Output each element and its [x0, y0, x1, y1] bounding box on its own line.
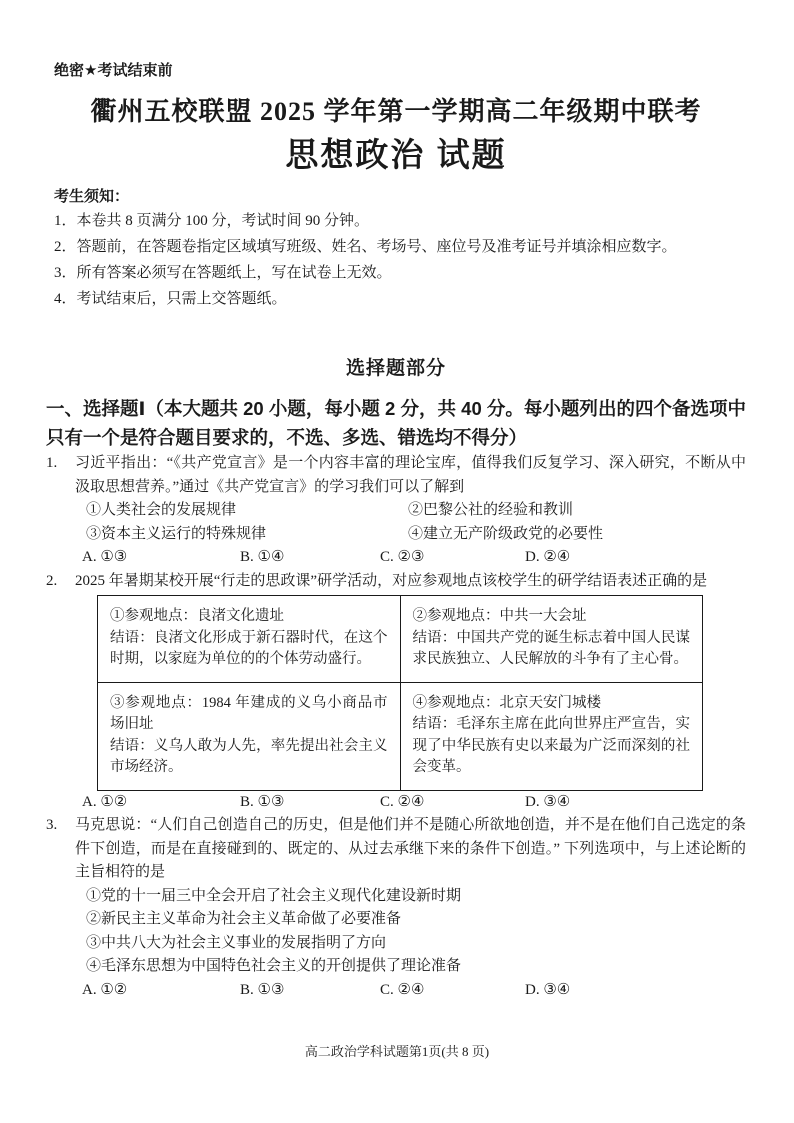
- question-3-choice-b: B. ①③: [240, 981, 285, 998]
- question-3-sub-option-2: ②新民主主义革命为社会主义革命做了必要准备: [86, 911, 402, 927]
- table-cell-1: [98, 596, 401, 683]
- cell-3-location: ③参观地点：1984 年建成的义乌小商品市场旧址: [110, 694, 388, 732]
- question-1-sub-option-2: ②巴黎公社的经验和教训: [408, 502, 574, 518]
- cell-2-location: ②参观地点：中共一大会址: [412, 608, 587, 624]
- question-2-stem: 2025 年暑期某校开展“行走的思政课”研学活动，对应参观地点该校学生的研学结语表述正确的是: [75, 572, 708, 589]
- cell-1-location: ①参观地点：良渚文化遗址: [110, 608, 284, 624]
- exam-title-line1: 衢州五校联盟 2025 学年第一学期高二年级期中联考: [90, 97, 702, 126]
- question-1-sub-options: [75, 499, 746, 546]
- table-row: [98, 596, 703, 683]
- notice-item-2: 2．答题前，在答题卷指定区域填写班级、姓名、考场号、座位号及准考证号并填涂相应数字。: [54, 239, 677, 255]
- table-cell-4: [400, 682, 703, 790]
- question-3-number: 3.: [46, 817, 58, 833]
- question-2-choice-c: C. ②④: [380, 793, 425, 810]
- question-2-choice-a: A. ①②: [82, 793, 128, 810]
- question-1-stem: 习近平指出：“《共产党宣言》是一个内容丰富的理论宝库，值得我们反复学习、深入研究，不断从中汲取思想营养。”通过《共产党宣言》的学习我们可以了解到: [75, 455, 746, 495]
- cell-2-conclusion: 结语：中国共产党的诞生标志着中国人民谋求民族独立、人民解放的斗争有了主心骨。: [412, 629, 690, 667]
- cell-1-conclusion: 结语：良渚文化形成于新石器时代，在这个时期，以家庭为单位的的个体劳动盛行。: [110, 629, 388, 667]
- classified-marking: 绝密★考试结束前: [54, 62, 173, 79]
- notice-item-1: 1．本卷共 8 页满分 100 分，考试时间 90 分钟。: [54, 213, 370, 229]
- question-1-choice-d: D. ②④: [525, 549, 571, 565]
- cell-3-conclusion: 结语：义乌人敢为人先，率先提出社会主义市场经济。: [110, 737, 388, 775]
- question-2: [46, 570, 746, 594]
- question-1-choice-c: C. ②③: [380, 549, 425, 565]
- candidate-notice: [54, 185, 746, 312]
- cell-4-conclusion: 结语：毛泽东主席在此向世界庄严宣告，实现了中华民族有史以来最为广泛而深刻的社会变革。: [412, 716, 690, 775]
- notice-item-3: 3．所有答案必须写在答题纸上，写在试卷上无效。: [54, 265, 392, 281]
- section-part-title: 选择题部分: [345, 358, 446, 379]
- table-row: [98, 682, 703, 790]
- table-cell-3: [98, 682, 401, 790]
- question-2-choices: [75, 791, 746, 815]
- question-1-choice-b: B. ①④: [240, 549, 285, 565]
- question-2-choice-d: D. ③④: [525, 793, 571, 810]
- question-3-sub-option-3: ③中共八大为社会主义事业的发展指明了方向: [86, 934, 387, 951]
- section-instructions: 一、选择题Ⅰ（本大题共 20 小题，每小题 2 分，共 40 分。每小题列出的四个备选项中只有一个是符合题目要求的，不选、多选、错选均不得分）: [46, 398, 746, 448]
- cell-4-location: ④参观地点：北京天安门城楼: [412, 694, 601, 711]
- question-3-choice-c: C. ②④: [380, 981, 425, 998]
- question-2-choices-row: [46, 791, 746, 815]
- table-cell-2: [400, 596, 703, 683]
- question-3-sub-option-4: ④毛泽东思想为中国特色社会主义的开创提供了理论准备: [86, 958, 462, 974]
- question-1-choice-a: A. ①③: [82, 549, 128, 565]
- question-1-sub-option-1: ①人类社会的发展规律: [86, 502, 237, 518]
- question-3-choice-a: A. ①②: [82, 981, 128, 998]
- question-3-choice-d: D. ③④: [525, 981, 571, 998]
- question-1-sub-option-3: ③资本主义运行的特殊规律: [86, 525, 267, 542]
- question-3: [46, 814, 746, 1002]
- question-1-choices: [75, 546, 746, 570]
- exam-title-line2: 思想政治 试题: [285, 136, 507, 173]
- question-3-choices: [75, 979, 746, 1003]
- question-3-sub-option-1: ①党的十一届三中全会开启了社会主义现代化建设新时期: [86, 887, 462, 904]
- question-3-sub-options: [75, 885, 746, 979]
- question-1-number: 1.: [46, 455, 58, 471]
- question-3-stem: 马克思说：“人们自己创造自己的历史，但是他们并不是随心所欲地创造，并不是在他们自己选定的条件下创造，而是在直接碰到的、既定的、从过去承继下来的条件下创造。” 下列选项中，与上述论断的主旨相符的是: [75, 817, 746, 880]
- question-1: [46, 452, 746, 570]
- notice-heading: 考生须知：: [54, 188, 130, 205]
- question-2-choice-b: B. ①③: [240, 793, 285, 810]
- question-2-study-table: [97, 595, 703, 791]
- question-2-number: 2.: [46, 572, 58, 589]
- page-footer: 高二政治学科试题第1页(共 8 页): [304, 1044, 490, 1059]
- notice-item-4: 4．考试结束后，只需上交答题纸。: [54, 291, 287, 307]
- question-1-sub-option-4: ④建立无产阶级政党的必要性: [408, 525, 604, 542]
